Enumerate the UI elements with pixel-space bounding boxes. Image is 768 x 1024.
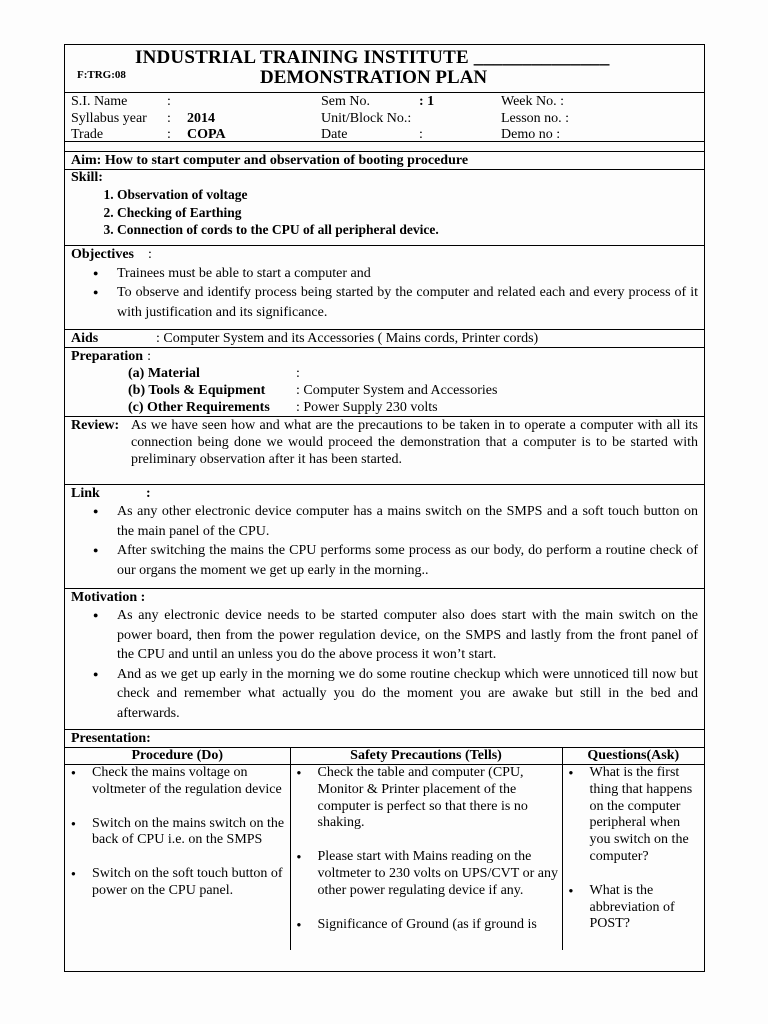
prep-material-label: (a) Material: [128, 366, 200, 381]
week-label: Week No. :: [501, 94, 565, 109]
prep-other-value: : Power Supply 230 volts: [296, 400, 438, 415]
list-item: ● Switch on the mains switch on the back of CPU i.e. on the SMPS: [92, 816, 290, 850]
skill-section: [65, 169, 704, 246]
list-item: ● Significance of Ground (as if ground is: [318, 917, 562, 934]
list-item: ● Check the table and computer (CPU, Monitor & Printer placement of the computer is perfect so that there is no shaking.: [318, 765, 562, 832]
list-item: ● As any electronic device needs to be started computer also does start with the main switch on the power board, then from the power regulation device, on the SMPS and lastly from the front panel of the CPU and until an unless you do the above process it won’t start.: [117, 606, 698, 665]
institute-title: INDUSTRIAL TRAINING INSTITUTE ______________: [135, 47, 610, 68]
procedure-header: Procedure (Do): [65, 748, 290, 765]
aids-section: [65, 330, 704, 347]
safety-cell: [290, 765, 562, 951]
motivation-section: [65, 589, 704, 730]
form-header: [65, 45, 704, 93]
link-label: Link: [71, 486, 100, 501]
list-item: ● Please start with Mains reading on the voltmeter to 230 volts on UPS/CVT or any other power regulating device if any.: [318, 849, 562, 899]
motivation-list: [71, 606, 698, 723]
prep-material-value: :: [296, 366, 300, 381]
procedure-cell: [65, 765, 290, 951]
objectives-colon: :: [147, 246, 152, 262]
skill-label: Skill:: [71, 170, 103, 185]
motivation-label: Motivation :: [71, 590, 146, 605]
trade-value: COPA: [187, 127, 226, 142]
prep-other-label: (c) Other Requirements: [128, 400, 270, 415]
aim: Aim: How to start computer and observation of booting procedure: [71, 153, 469, 168]
review-text: As we have seen how and what are the precautions to be taken in to operate a computer with all its connection being done we would proceed the demonstration that a computer is to be started with preliminary observation after it has been started.: [131, 418, 698, 467]
si-name-value: :: [167, 94, 171, 109]
lesson-label: Lesson no. :: [501, 110, 570, 126]
list-item: 1. Observation of voltage: [117, 186, 698, 204]
info-col-middle: [321, 94, 434, 144]
list-item: ● After switching the mains the CPU performs some process as our body, do perform a routine check of our organs the moment we get up early in the morning..: [117, 541, 698, 580]
date-colon: :: [419, 127, 423, 142]
demo-label: Demo no :: [501, 127, 561, 142]
list-item: ● Check the mains voltage on voltmeter of the regulation device: [92, 765, 290, 799]
review-label: Review:: [71, 418, 120, 433]
link-section: [65, 485, 704, 589]
preparation-section: [65, 347, 704, 417]
info-block: [65, 93, 704, 142]
skill-list: [71, 186, 698, 239]
objectives-list: [71, 264, 698, 323]
list-item: ● As any other electronic device computer has a mains switch on the SMPS and a soft touch button on the main panel of the CPU.: [117, 502, 698, 541]
review-section: [65, 417, 704, 485]
syllabus-value: 2014: [187, 110, 215, 126]
unit-label: Unit/Block No.:: [321, 110, 412, 126]
trade-label: Trade: [71, 127, 104, 142]
info-col-right: [501, 94, 569, 144]
date-label: Date: [321, 127, 348, 142]
prep-tools-value: : Computer System and Accessories: [296, 383, 498, 398]
si-name-label: S.I. Name: [71, 94, 128, 109]
preparation-label: Preparation: [71, 349, 144, 364]
syllabus-colon: :: [167, 110, 171, 126]
list-item: ● Trainees must be able to start a computer and: [117, 264, 698, 284]
list-item: ● What is the abbreviation of POST?: [590, 883, 705, 933]
form-code: F:TRG:08: [77, 69, 126, 81]
list-item: 3. Connection of cords to the CPU of all peripheral device.: [117, 221, 698, 239]
presentation-table: [65, 748, 704, 950]
list-item: 2. Checking of Earthing: [117, 204, 698, 222]
list-item: ● To observe and identify process being started by the computer and related each and every process of it with justification and its significance.: [117, 283, 698, 322]
info-col-left: [71, 94, 226, 144]
demonstration-plan-form: [64, 44, 705, 972]
sem-value: : 1: [419, 94, 435, 109]
syllabus-label: Syllabus year: [71, 110, 147, 126]
questions-header: Questions(Ask): [562, 748, 704, 765]
safety-list: [291, 765, 562, 933]
trade-colon: :: [167, 127, 171, 142]
list-item: ● And as we get up early in the morning we do some routine checkup which were unnoticed till now but check and remember what actually you do the moment you are awake but still in the bed and afterwards.: [117, 665, 698, 724]
link-colon: :: [146, 486, 151, 501]
plan-title: DEMONSTRATION PLAN: [260, 67, 488, 88]
link-list: [71, 502, 698, 580]
prep-tools-label: (b) Tools & Equipment: [128, 383, 266, 398]
presentation-label: Presentation:: [65, 730, 704, 748]
sem-label: Sem No.: [321, 94, 370, 109]
procedure-list: [65, 765, 290, 900]
questions-cell: [562, 765, 704, 951]
safety-header: Safety Precautions (Tells): [290, 748, 562, 765]
spacer-row: [65, 142, 704, 152]
aids-value: : Computer System and its Accessories ( Mains cords, Printer cords): [156, 331, 539, 346]
questions-list: [563, 765, 705, 933]
list-item: ● Switch on the soft touch button of power on the CPU panel.: [92, 866, 290, 900]
aids-label: Aids: [71, 331, 99, 346]
list-item: ● What is the first thing that happens on the computer peripheral when you switch on the computer?: [590, 765, 705, 866]
preparation-colon: :: [147, 349, 151, 364]
objectives-label: Objectives: [71, 246, 134, 262]
objectives-section: [65, 246, 704, 331]
